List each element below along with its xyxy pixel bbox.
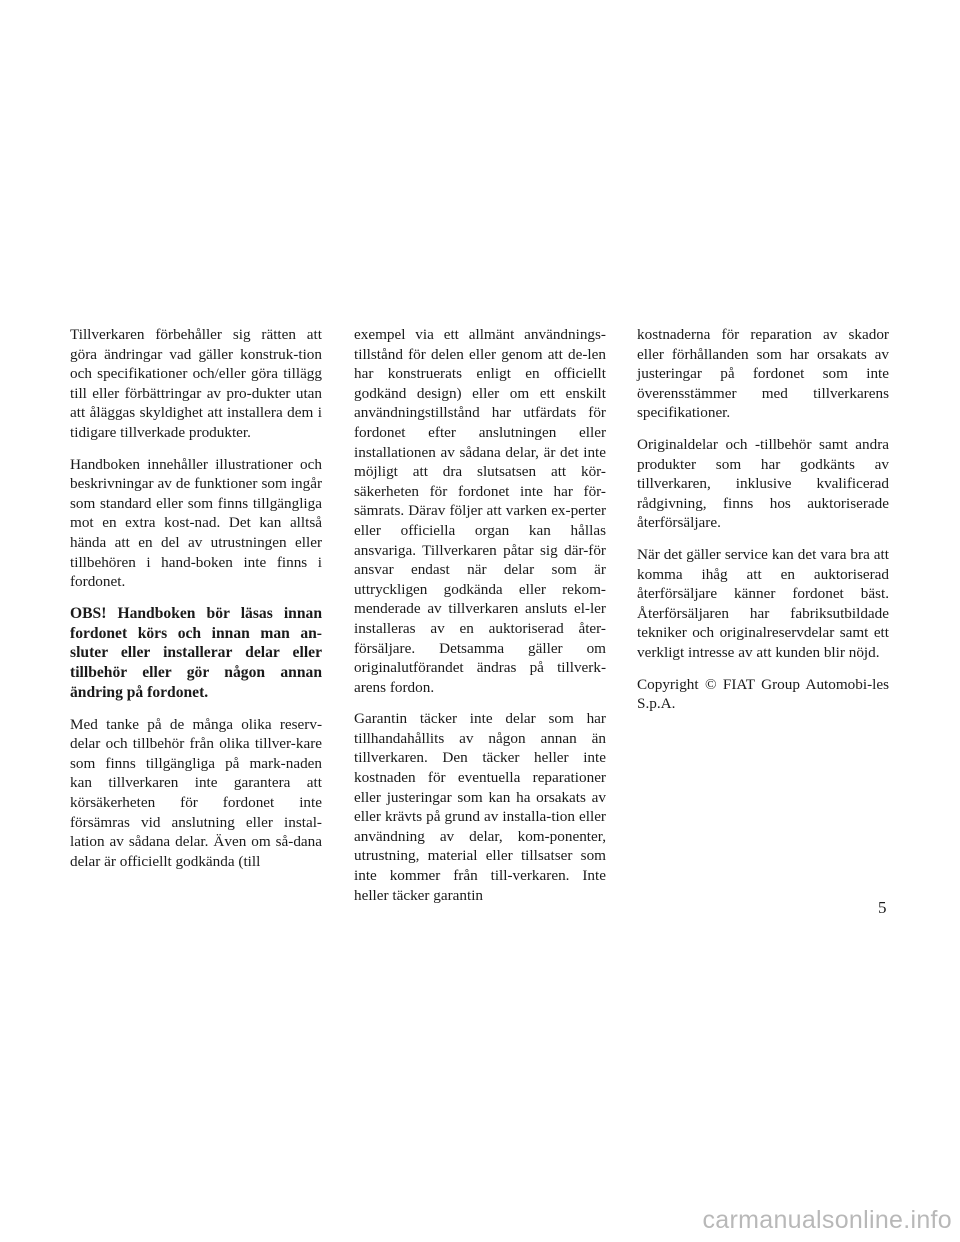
paragraph-original-parts: Originaldelar och -tillbehör samt andra produkter som har godkänts av tillverkaren, inklusive kvalificerad rådgivning, finns hos auktoriserade återförsäljare. <box>637 435 889 532</box>
text-column-1 <box>70 325 322 883</box>
text-column-2 <box>354 325 606 917</box>
text-column-3 <box>637 325 889 726</box>
page-number: 5 <box>878 898 887 917</box>
paragraph-handbook-contents: Handboken innehåller illustrationer och beskrivningar av de funktioner som ingår som standard eller som finns tillgängliga mot en extra kost-nad. Det kan alltså hända att en del av utrustningen eller tillbehören i hand-boken inte finns i fordonet. <box>70 455 322 591</box>
paragraph-approval-continued: exempel via ett allmänt användnings-tillstånd för delen eller genom att de-len har konstruerats enligt en officiellt godkänd design) eller om ett enskilt användningstillstånd har utfärdats för fordonet efter anslutningen eller installationen av sådana delar, är det inte möjligt att dra slutsatsen att kör-säkerheten för fordonet inte har för-sämrats. Därav följer att varken ex-perter eller officiella organ kan hållas ansvariga. Tillverkaren påtar sig där-för ansvar endast när delar som är uttryckligen godkända eller rekom-menderade av tillverkaren ansluts el-ler installeras av en auktoriserad åter-försäljare. Detsamma gäller om originalutförandet ändras på tillverk-arens fordon. <box>354 326 606 696</box>
paragraph-service: När det gäller service kan det vara bra att komma ihåg att en auktoriserad återförsäljare känner fordonet bäst. Återförsäljaren har fabriksutbildade tekniker och originalreservdelar samt ett verkligt intresse av att kunden blir nöjd. <box>637 545 889 661</box>
paragraph-spare-parts: Med tanke på de många olika reserv-delar och tillbehör från olika tillver-kare som finns tillgängliga på mark-naden kan tillverkaren inte garantera att körsäkerheten för fordonet inte försämras vid anslutning eller instal-lation av sådana delar. Även om så-dana delar är officiellt godkända (till <box>70 715 322 870</box>
paragraph-obs-notice: OBS! Handboken bör läsas innan fordonet körs och innan man an-sluter eller installerar delar eller tillbehör eller gör någon annan ändring på fordonet. <box>70 604 322 701</box>
paragraph-manufacturer-rights: Tillverkaren förbehåller sig rätten att göra ändringar vad gäller konstruk-tion och specifikationer och/eller göra tillägg till eller förbättringar av pro-dukter utan att åläggas skyldighet att installera dem i tidigare tillverkade produkter. <box>70 326 322 441</box>
paragraph-warranty-continued: kostnaderna för reparation av skador eller förhållanden som har orsakats av justeringar på fordonet som inte överensstämmer med tillverkarens specifikationer. <box>637 326 889 422</box>
watermark: carmanualsonline.info <box>702 1206 952 1234</box>
paragraph-warranty: Garantin täcker inte delar som har tillhandahållits av någon annan än tillverkaren. Den täcker heller inte kostnaden för eventuella reparationer eller justeringar som kan ha orsakats av eller krävts på grund av installa-tion eller användning av delar, kom-ponenter, utrustning, material eller tillsatser som inte kommer från till-verkaren. Inte heller täcker garantin <box>354 710 606 904</box>
paragraph-copyright: Copyright © FIAT Group Automobi-les S.p.A. <box>637 675 889 713</box>
